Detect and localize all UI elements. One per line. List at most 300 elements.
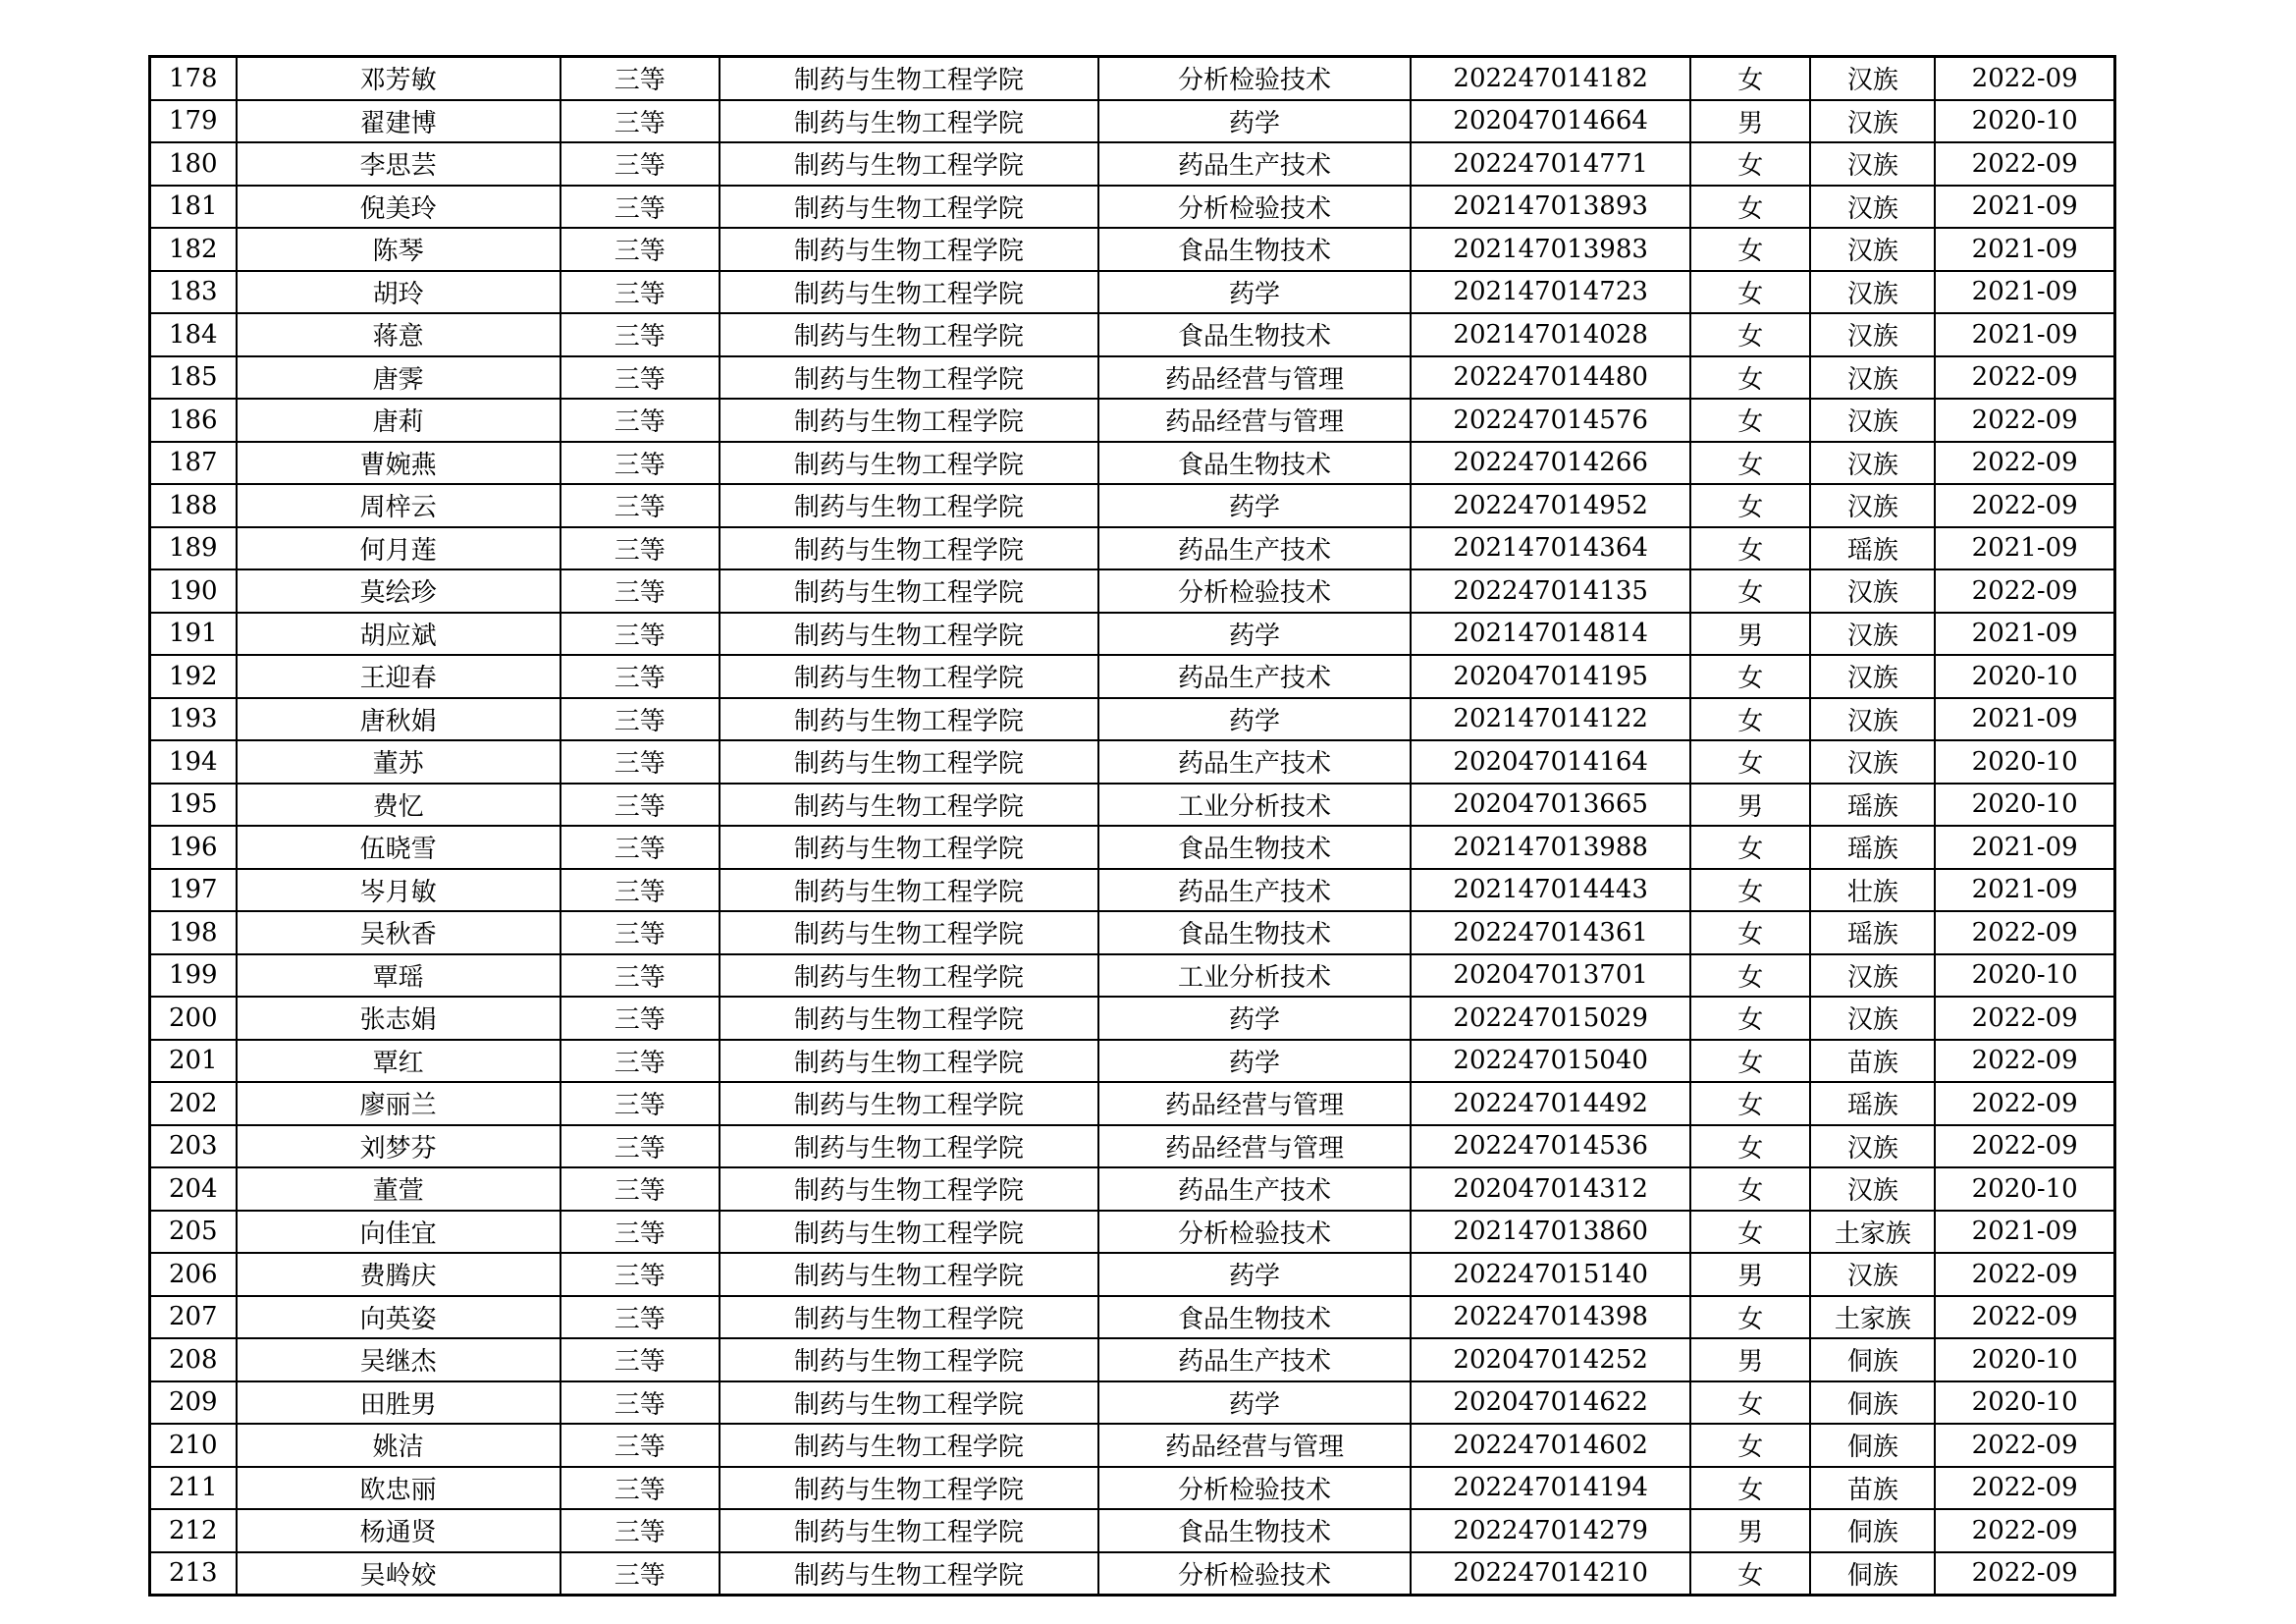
ethnicity-cell: 侗族 — [1810, 1509, 1935, 1552]
student-name-cell: 陈琴 — [237, 228, 561, 271]
ethnicity-cell: 汉族 — [1810, 1125, 1935, 1168]
major-name-cell: 药品生产技术 — [1098, 1167, 1411, 1211]
award-grade-cell: 三等 — [561, 399, 720, 442]
enrollment-date-cell: 2021-09 — [1935, 186, 2114, 229]
gender-cell: 女 — [1690, 399, 1810, 442]
major-name-cell: 药品生产技术 — [1098, 869, 1411, 912]
ethnicity-cell: 汉族 — [1810, 1167, 1935, 1211]
row-number-cell: 178 — [150, 57, 237, 100]
college-name-cell: 制药与生物工程学院 — [720, 613, 1098, 656]
award-grade-cell: 三等 — [561, 740, 720, 784]
ethnicity-cell: 侗族 — [1810, 1338, 1935, 1381]
student-id-cell: 202247014398 — [1411, 1296, 1690, 1339]
student-id-cell: 202247014210 — [1411, 1552, 1690, 1596]
student-name-cell: 何月莲 — [237, 527, 561, 570]
student-name-cell: 杨通贤 — [237, 1509, 561, 1552]
gender-cell: 女 — [1690, 228, 1810, 271]
college-name-cell: 制药与生物工程学院 — [720, 1211, 1098, 1254]
table-row — [150, 1125, 2115, 1168]
college-name-cell: 制药与生物工程学院 — [720, 271, 1098, 314]
table-row — [150, 228, 2115, 271]
row-number-cell: 192 — [150, 655, 237, 698]
ethnicity-cell: 汉族 — [1810, 313, 1935, 356]
student-name-cell: 吴继杰 — [237, 1338, 561, 1381]
enrollment-date-cell: 2021-09 — [1935, 869, 2114, 912]
gender-cell: 女 — [1690, 57, 1810, 100]
table-row — [150, 57, 2115, 100]
major-name-cell: 食品生物技术 — [1098, 1296, 1411, 1339]
major-name-cell: 分析检验技术 — [1098, 1552, 1411, 1596]
major-name-cell: 药学 — [1098, 271, 1411, 314]
student-id-cell: 202247014492 — [1411, 1082, 1690, 1125]
table-row — [150, 142, 2115, 186]
ethnicity-cell: 汉族 — [1810, 954, 1935, 998]
enrollment-date-cell: 2021-09 — [1935, 1211, 2114, 1254]
student-id-cell: 202147014814 — [1411, 613, 1690, 656]
ethnicity-cell: 汉族 — [1810, 569, 1935, 613]
gender-cell: 男 — [1690, 784, 1810, 827]
gender-cell: 女 — [1690, 186, 1810, 229]
major-name-cell: 食品生物技术 — [1098, 442, 1411, 485]
gender-cell: 女 — [1690, 1424, 1810, 1467]
college-name-cell: 制药与生物工程学院 — [720, 1253, 1098, 1296]
college-name-cell: 制药与生物工程学院 — [720, 1125, 1098, 1168]
enrollment-date-cell: 2020-10 — [1935, 954, 2114, 998]
ethnicity-cell: 瑶族 — [1810, 527, 1935, 570]
ethnicity-cell: 汉族 — [1810, 356, 1935, 400]
student-name-cell: 唐莉 — [237, 399, 561, 442]
student-name-cell: 曹婉燕 — [237, 442, 561, 485]
award-grade-cell: 三等 — [561, 784, 720, 827]
college-name-cell: 制药与生物工程学院 — [720, 1338, 1098, 1381]
gender-cell: 男 — [1690, 613, 1810, 656]
major-name-cell: 食品生物技术 — [1098, 1509, 1411, 1552]
award-grade-cell: 三等 — [561, 1338, 720, 1381]
major-name-cell: 药品经营与管理 — [1098, 1424, 1411, 1467]
college-name-cell: 制药与生物工程学院 — [720, 228, 1098, 271]
row-number-cell: 201 — [150, 1040, 237, 1083]
student-id-cell: 202247015040 — [1411, 1040, 1690, 1083]
award-grade-cell: 三等 — [561, 484, 720, 527]
row-number-cell: 206 — [150, 1253, 237, 1296]
row-number-cell: 193 — [150, 698, 237, 741]
award-grade-cell: 三等 — [561, 57, 720, 100]
student-name-cell: 田胜男 — [237, 1381, 561, 1425]
gender-cell: 女 — [1690, 142, 1810, 186]
table-row — [150, 1338, 2115, 1381]
student-name-cell: 翟建博 — [237, 100, 561, 143]
college-name-cell: 制药与生物工程学院 — [720, 527, 1098, 570]
table-row — [150, 569, 2115, 613]
row-number-cell: 187 — [150, 442, 237, 485]
enrollment-date-cell: 2022-09 — [1935, 1296, 2114, 1339]
major-name-cell: 药品生产技术 — [1098, 142, 1411, 186]
table-row — [150, 271, 2115, 314]
enrollment-date-cell: 2020-10 — [1935, 100, 2114, 143]
row-number-cell: 185 — [150, 356, 237, 400]
student-name-cell: 唐秋娟 — [237, 698, 561, 741]
row-number-cell: 195 — [150, 784, 237, 827]
table-row — [150, 1552, 2115, 1596]
award-grade-cell: 三等 — [561, 100, 720, 143]
student-id-cell: 202147014723 — [1411, 271, 1690, 314]
row-number-cell: 179 — [150, 100, 237, 143]
ethnicity-cell: 汉族 — [1810, 186, 1935, 229]
ethnicity-cell: 瑶族 — [1810, 826, 1935, 869]
enrollment-date-cell: 2022-09 — [1935, 442, 2114, 485]
major-name-cell: 药品经营与管理 — [1098, 356, 1411, 400]
college-name-cell: 制药与生物工程学院 — [720, 484, 1098, 527]
student-name-cell: 覃瑶 — [237, 954, 561, 998]
student-id-cell: 202147013860 — [1411, 1211, 1690, 1254]
gender-cell: 女 — [1690, 1167, 1810, 1211]
row-number-cell: 210 — [150, 1424, 237, 1467]
student-id-cell: 202147013983 — [1411, 228, 1690, 271]
major-name-cell: 药品经营与管理 — [1098, 399, 1411, 442]
award-grade-cell: 三等 — [561, 228, 720, 271]
college-name-cell: 制药与生物工程学院 — [720, 356, 1098, 400]
enrollment-date-cell: 2022-09 — [1935, 399, 2114, 442]
ethnicity-cell: 汉族 — [1810, 1253, 1935, 1296]
table-row — [150, 1467, 2115, 1510]
row-number-cell: 183 — [150, 271, 237, 314]
college-name-cell: 制药与生物工程学院 — [720, 569, 1098, 613]
student-id-cell: 202247014135 — [1411, 569, 1690, 613]
college-name-cell: 制药与生物工程学院 — [720, 784, 1098, 827]
ethnicity-cell: 汉族 — [1810, 100, 1935, 143]
award-grade-cell: 三等 — [561, 869, 720, 912]
ethnicity-cell: 汉族 — [1810, 442, 1935, 485]
gender-cell: 女 — [1690, 313, 1810, 356]
award-grade-cell: 三等 — [561, 655, 720, 698]
table-row — [150, 613, 2115, 656]
student-id-cell: 202247015140 — [1411, 1253, 1690, 1296]
roster-body — [150, 57, 2115, 1596]
major-name-cell: 药学 — [1098, 613, 1411, 656]
row-number-cell: 189 — [150, 527, 237, 570]
award-roster-table — [148, 55, 2116, 1597]
award-grade-cell: 三等 — [561, 826, 720, 869]
row-number-cell: 209 — [150, 1381, 237, 1425]
row-number-cell: 186 — [150, 399, 237, 442]
college-name-cell: 制药与生物工程学院 — [720, 1424, 1098, 1467]
college-name-cell: 制药与生物工程学院 — [720, 1381, 1098, 1425]
table-row — [150, 186, 2115, 229]
table-row — [150, 442, 2115, 485]
award-grade-cell: 三等 — [561, 313, 720, 356]
college-name-cell: 制药与生物工程学院 — [720, 698, 1098, 741]
gender-cell: 女 — [1690, 569, 1810, 613]
student-name-cell: 吴秋香 — [237, 911, 561, 954]
student-id-cell: 202147013988 — [1411, 826, 1690, 869]
ethnicity-cell: 汉族 — [1810, 484, 1935, 527]
college-name-cell: 制药与生物工程学院 — [720, 954, 1098, 998]
row-number-cell: 208 — [150, 1338, 237, 1381]
table-row — [150, 826, 2115, 869]
gender-cell: 女 — [1690, 826, 1810, 869]
row-number-cell: 196 — [150, 826, 237, 869]
major-name-cell: 药品生产技术 — [1098, 655, 1411, 698]
table-row — [150, 313, 2115, 356]
gender-cell: 女 — [1690, 997, 1810, 1040]
major-name-cell: 分析检验技术 — [1098, 569, 1411, 613]
row-number-cell: 197 — [150, 869, 237, 912]
gender-cell: 女 — [1690, 442, 1810, 485]
student-name-cell: 费腾庆 — [237, 1253, 561, 1296]
table-row — [150, 1509, 2115, 1552]
student-id-cell: 202247014266 — [1411, 442, 1690, 485]
enrollment-date-cell: 2021-09 — [1935, 613, 2114, 656]
row-number-cell: 203 — [150, 1125, 237, 1168]
row-number-cell: 205 — [150, 1211, 237, 1254]
student-name-cell: 董萱 — [237, 1167, 561, 1211]
row-number-cell: 213 — [150, 1552, 237, 1596]
student-name-cell: 覃红 — [237, 1040, 561, 1083]
student-id-cell: 202047014622 — [1411, 1381, 1690, 1425]
enrollment-date-cell: 2022-09 — [1935, 1082, 2114, 1125]
college-name-cell: 制药与生物工程学院 — [720, 1552, 1098, 1596]
gender-cell: 女 — [1690, 1040, 1810, 1083]
ethnicity-cell: 侗族 — [1810, 1424, 1935, 1467]
ethnicity-cell: 苗族 — [1810, 1040, 1935, 1083]
college-name-cell: 制药与生物工程学院 — [720, 826, 1098, 869]
enrollment-date-cell: 2022-09 — [1935, 1040, 2114, 1083]
student-name-cell: 李思芸 — [237, 142, 561, 186]
college-name-cell: 制药与生物工程学院 — [720, 442, 1098, 485]
college-name-cell: 制药与生物工程学院 — [720, 1509, 1098, 1552]
student-name-cell: 欧忠丽 — [237, 1467, 561, 1510]
college-name-cell: 制药与生物工程学院 — [720, 655, 1098, 698]
student-id-cell: 202247014279 — [1411, 1509, 1690, 1552]
major-name-cell: 药品经营与管理 — [1098, 1082, 1411, 1125]
student-name-cell: 费忆 — [237, 784, 561, 827]
award-grade-cell: 三等 — [561, 442, 720, 485]
enrollment-date-cell: 2021-09 — [1935, 826, 2114, 869]
table-row — [150, 997, 2115, 1040]
gender-cell: 女 — [1690, 1082, 1810, 1125]
enrollment-date-cell: 2022-09 — [1935, 569, 2114, 613]
student-name-cell: 董苏 — [237, 740, 561, 784]
student-id-cell: 202047014252 — [1411, 1338, 1690, 1381]
enrollment-date-cell: 2022-09 — [1935, 1467, 2114, 1510]
award-grade-cell: 三等 — [561, 356, 720, 400]
college-name-cell: 制药与生物工程学院 — [720, 313, 1098, 356]
student-id-cell: 202247014194 — [1411, 1467, 1690, 1510]
student-name-cell: 莫绘珍 — [237, 569, 561, 613]
table-row — [150, 527, 2115, 570]
college-name-cell: 制药与生物工程学院 — [720, 740, 1098, 784]
major-name-cell: 工业分析技术 — [1098, 954, 1411, 998]
student-id-cell: 202247015029 — [1411, 997, 1690, 1040]
college-name-cell: 制药与生物工程学院 — [720, 57, 1098, 100]
award-grade-cell: 三等 — [561, 1381, 720, 1425]
ethnicity-cell: 苗族 — [1810, 1467, 1935, 1510]
college-name-cell: 制药与生物工程学院 — [720, 100, 1098, 143]
student-name-cell: 胡玲 — [237, 271, 561, 314]
student-id-cell: 202247014952 — [1411, 484, 1690, 527]
row-number-cell: 212 — [150, 1509, 237, 1552]
table-row — [150, 698, 2115, 741]
major-name-cell: 药品生产技术 — [1098, 1338, 1411, 1381]
student-name-cell: 唐霁 — [237, 356, 561, 400]
enrollment-date-cell: 2020-10 — [1935, 784, 2114, 827]
award-grade-cell: 三等 — [561, 1082, 720, 1125]
table-row — [150, 356, 2115, 400]
table-row — [150, 954, 2115, 998]
row-number-cell: 190 — [150, 569, 237, 613]
row-number-cell: 211 — [150, 1467, 237, 1510]
enrollment-date-cell: 2022-09 — [1935, 1509, 2114, 1552]
gender-cell: 女 — [1690, 954, 1810, 998]
enrollment-date-cell: 2022-09 — [1935, 356, 2114, 400]
gender-cell: 男 — [1690, 1253, 1810, 1296]
major-name-cell: 药学 — [1098, 1040, 1411, 1083]
enrollment-date-cell: 2022-09 — [1935, 1253, 2114, 1296]
award-grade-cell: 三等 — [561, 1040, 720, 1083]
award-grade-cell: 三等 — [561, 1125, 720, 1168]
award-grade-cell: 三等 — [561, 1467, 720, 1510]
gender-cell: 女 — [1690, 271, 1810, 314]
row-number-cell: 202 — [150, 1082, 237, 1125]
table-row — [150, 784, 2115, 827]
ethnicity-cell: 瑶族 — [1810, 911, 1935, 954]
gender-cell: 女 — [1690, 1381, 1810, 1425]
award-grade-cell: 三等 — [561, 1296, 720, 1339]
enrollment-date-cell: 2022-09 — [1935, 1552, 2114, 1596]
student-name-cell: 廖丽兰 — [237, 1082, 561, 1125]
gender-cell: 女 — [1690, 911, 1810, 954]
major-name-cell: 药品经营与管理 — [1098, 1125, 1411, 1168]
major-name-cell: 药学 — [1098, 698, 1411, 741]
student-id-cell: 202047013701 — [1411, 954, 1690, 998]
student-id-cell: 202247014576 — [1411, 399, 1690, 442]
student-id-cell: 202047014312 — [1411, 1167, 1690, 1211]
college-name-cell: 制药与生物工程学院 — [720, 1167, 1098, 1211]
student-name-cell: 岑月敏 — [237, 869, 561, 912]
table-row — [150, 399, 2115, 442]
major-name-cell: 药品生产技术 — [1098, 527, 1411, 570]
table-row — [150, 1167, 2115, 1211]
enrollment-date-cell: 2021-09 — [1935, 698, 2114, 741]
ethnicity-cell: 汉族 — [1810, 142, 1935, 186]
ethnicity-cell: 汉族 — [1810, 399, 1935, 442]
student-id-cell: 202247014602 — [1411, 1424, 1690, 1467]
row-number-cell: 184 — [150, 313, 237, 356]
award-grade-cell: 三等 — [561, 186, 720, 229]
table-row — [150, 1253, 2115, 1296]
table-row — [150, 1381, 2115, 1425]
student-id-cell: 202047014164 — [1411, 740, 1690, 784]
enrollment-date-cell: 2022-09 — [1935, 142, 2114, 186]
gender-cell: 女 — [1690, 869, 1810, 912]
student-name-cell: 伍晓雪 — [237, 826, 561, 869]
ethnicity-cell: 土家族 — [1810, 1211, 1935, 1254]
student-name-cell: 蒋意 — [237, 313, 561, 356]
row-number-cell: 199 — [150, 954, 237, 998]
enrollment-date-cell: 2021-09 — [1935, 271, 2114, 314]
major-name-cell: 药学 — [1098, 997, 1411, 1040]
gender-cell: 男 — [1690, 1338, 1810, 1381]
row-number-cell: 194 — [150, 740, 237, 784]
college-name-cell: 制药与生物工程学院 — [720, 1040, 1098, 1083]
award-grade-cell: 三等 — [561, 569, 720, 613]
college-name-cell: 制药与生物工程学院 — [720, 1296, 1098, 1339]
table-row — [150, 655, 2115, 698]
gender-cell: 女 — [1690, 698, 1810, 741]
award-grade-cell: 三等 — [561, 1552, 720, 1596]
major-name-cell: 分析检验技术 — [1098, 186, 1411, 229]
gender-cell: 男 — [1690, 100, 1810, 143]
student-id-cell: 202047014195 — [1411, 655, 1690, 698]
table-row — [150, 1424, 2115, 1467]
student-id-cell: 202247014536 — [1411, 1125, 1690, 1168]
major-name-cell: 药学 — [1098, 1381, 1411, 1425]
award-grade-cell: 三等 — [561, 1167, 720, 1211]
table-row — [150, 484, 2115, 527]
major-name-cell: 药学 — [1098, 484, 1411, 527]
table-row — [150, 1040, 2115, 1083]
student-name-cell: 胡应斌 — [237, 613, 561, 656]
gender-cell: 女 — [1690, 1211, 1810, 1254]
ethnicity-cell: 土家族 — [1810, 1296, 1935, 1339]
table-row — [150, 740, 2115, 784]
award-grade-cell: 三等 — [561, 954, 720, 998]
row-number-cell: 181 — [150, 186, 237, 229]
student-name-cell: 倪美玲 — [237, 186, 561, 229]
ethnicity-cell: 汉族 — [1810, 740, 1935, 784]
award-grade-cell: 三等 — [561, 1211, 720, 1254]
row-number-cell: 188 — [150, 484, 237, 527]
student-id-cell: 202247014771 — [1411, 142, 1690, 186]
student-name-cell: 周梓云 — [237, 484, 561, 527]
ethnicity-cell: 汉族 — [1810, 57, 1935, 100]
row-number-cell: 180 — [150, 142, 237, 186]
college-name-cell: 制药与生物工程学院 — [720, 869, 1098, 912]
table-row — [150, 100, 2115, 143]
major-name-cell: 药学 — [1098, 1253, 1411, 1296]
major-name-cell: 分析检验技术 — [1098, 57, 1411, 100]
row-number-cell: 207 — [150, 1296, 237, 1339]
student-id-cell: 202147014443 — [1411, 869, 1690, 912]
college-name-cell: 制药与生物工程学院 — [720, 997, 1098, 1040]
student-id-cell: 202047013665 — [1411, 784, 1690, 827]
major-name-cell: 药品生产技术 — [1098, 740, 1411, 784]
student-name-cell: 王迎春 — [237, 655, 561, 698]
gender-cell: 男 — [1690, 1509, 1810, 1552]
ethnicity-cell: 侗族 — [1810, 1381, 1935, 1425]
enrollment-date-cell: 2020-10 — [1935, 740, 2114, 784]
ethnicity-cell: 汉族 — [1810, 613, 1935, 656]
enrollment-date-cell: 2021-09 — [1935, 228, 2114, 271]
major-name-cell: 分析检验技术 — [1098, 1467, 1411, 1510]
award-grade-cell: 三等 — [561, 271, 720, 314]
row-number-cell: 182 — [150, 228, 237, 271]
award-grade-cell: 三等 — [561, 1509, 720, 1552]
award-grade-cell: 三等 — [561, 1253, 720, 1296]
award-grade-cell: 三等 — [561, 527, 720, 570]
gender-cell: 女 — [1690, 1467, 1810, 1510]
student-name-cell: 邓芳敏 — [237, 57, 561, 100]
student-id-cell: 202247014361 — [1411, 911, 1690, 954]
award-grade-cell: 三等 — [561, 613, 720, 656]
award-grade-cell: 三等 — [561, 911, 720, 954]
gender-cell: 女 — [1690, 1125, 1810, 1168]
student-name-cell: 刘梦芬 — [237, 1125, 561, 1168]
student-id-cell: 202147014028 — [1411, 313, 1690, 356]
row-number-cell: 198 — [150, 911, 237, 954]
enrollment-date-cell: 2021-09 — [1935, 527, 2114, 570]
award-grade-cell: 三等 — [561, 142, 720, 186]
